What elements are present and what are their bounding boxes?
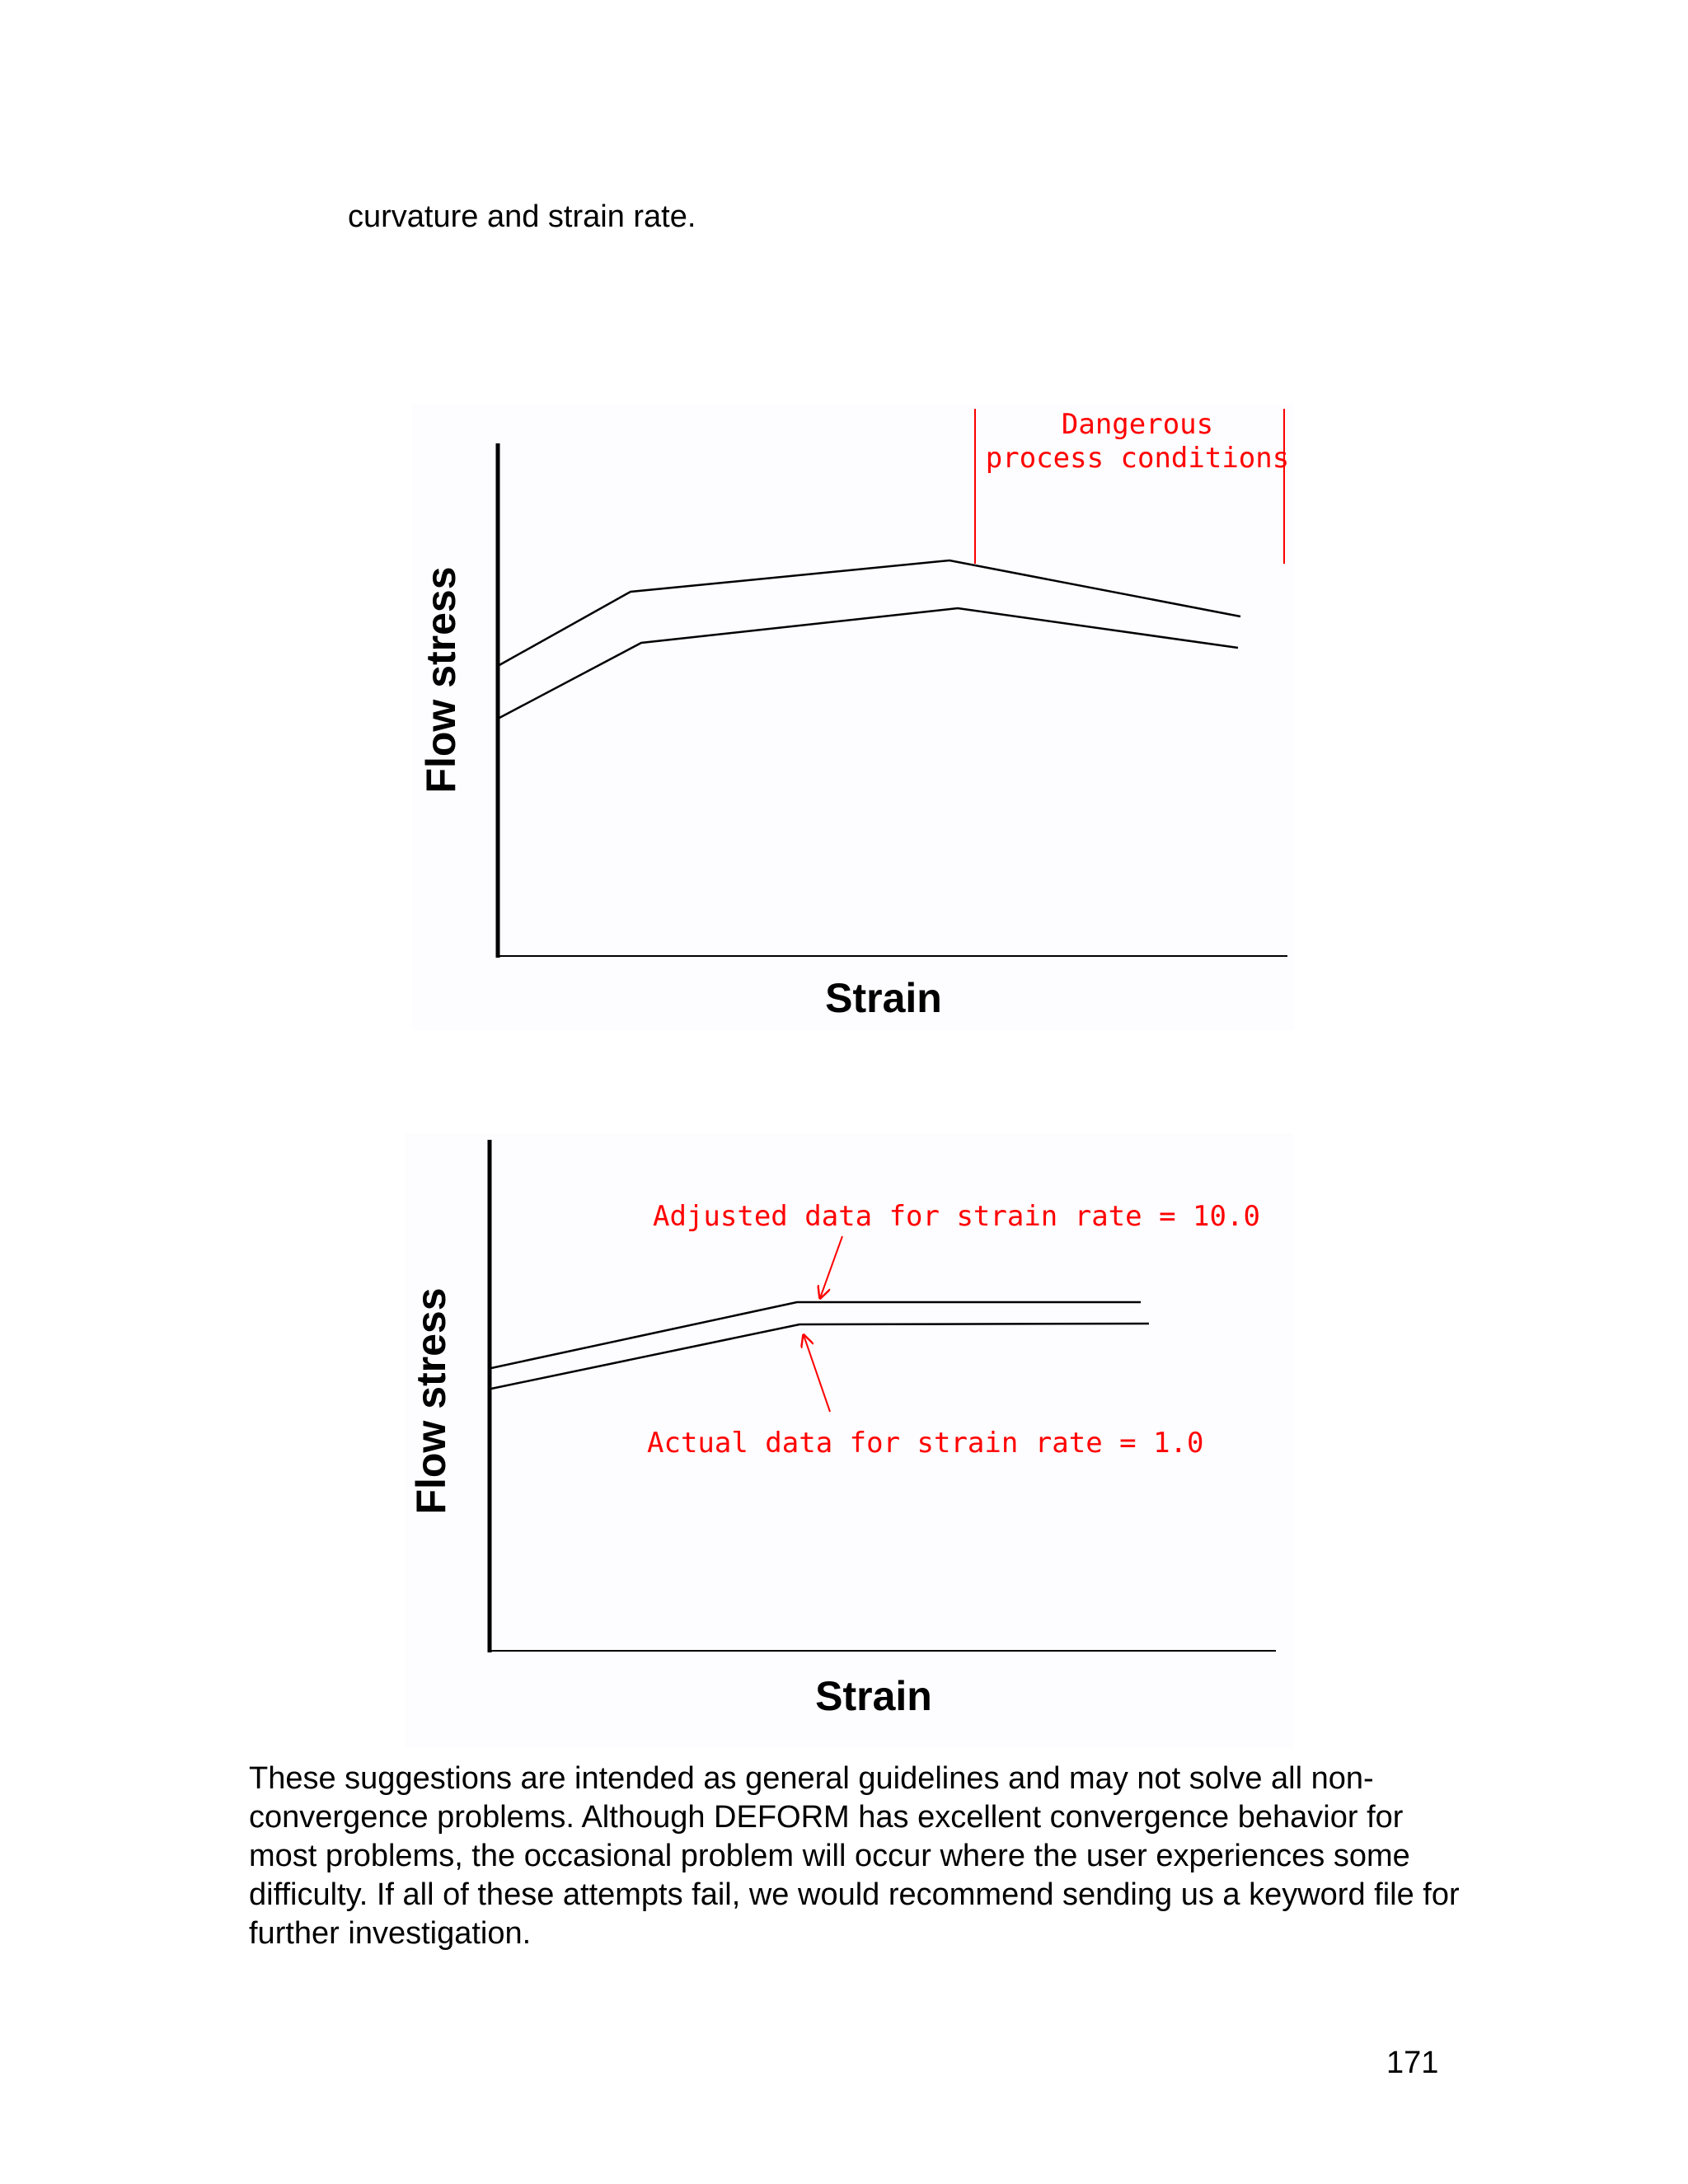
page-number: 171	[1386, 2046, 1439, 2080]
figure-strain-rate-adjustment	[406, 1133, 1294, 1747]
y-axis-label: Flow stress	[418, 566, 464, 794]
body-paragraph: These suggestions are intended as general guidelines and may not solve all non-convergence problems. Although DEFORM has excellent convergence behavior for most problems, the occasional problem will occur where the user experiences some difficulty. If all of these attempts fail, we would recommend sending us a keyword file for further investigation.	[249, 1761, 1460, 1951]
annotation-adjusted-data: Adjusted data for strain rate = 10.0	[653, 1200, 1260, 1233]
danger-label-line1: Dangerous	[1061, 408, 1214, 441]
figure-background	[412, 404, 1294, 1030]
annotation-actual-data: Actual data for strain rate = 1.0	[647, 1427, 1204, 1460]
danger-label-line2: process conditions	[985, 442, 1290, 475]
x-axis-label: Strain	[815, 1673, 932, 1719]
intro-text: curvature and strain rate.	[348, 199, 696, 234]
x-axis-label: Strain	[825, 975, 942, 1021]
y-axis-label: Flow stress	[408, 1287, 454, 1515]
figure-dangerous-process-conditions	[412, 404, 1294, 1030]
